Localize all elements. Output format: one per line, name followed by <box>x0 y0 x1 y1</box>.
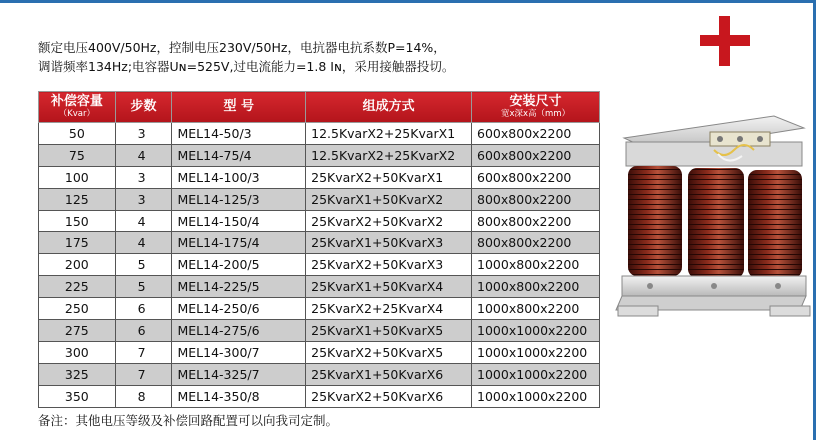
cell-model: MEL14-300/7 <box>172 341 306 363</box>
cell-capacity: 300 <box>39 341 116 363</box>
cell-steps: 7 <box>115 341 172 363</box>
cell-steps: 5 <box>115 254 172 276</box>
cell-install-size: 600x800x2200 <box>472 166 600 188</box>
table-header-row <box>39 92 600 123</box>
cell-steps: 8 <box>115 385 172 407</box>
header-capacity-unit: （Kvar） <box>58 109 95 119</box>
cell-capacity: 175 <box>39 232 116 254</box>
cell-composition: 25KvarX1+50KvarX6 <box>306 363 472 385</box>
cell-install-size: 800x800x2200 <box>472 210 600 232</box>
cell-capacity: 125 <box>39 188 116 210</box>
cell-install-size: 1000x1000x2200 <box>472 385 600 407</box>
header-install-size <box>472 92 600 123</box>
cell-model: MEL14-75/4 <box>172 144 306 166</box>
cell-model: MEL14-125/3 <box>172 188 306 210</box>
cell-model: MEL14-250/6 <box>172 298 306 320</box>
table-row <box>39 144 600 166</box>
table-row <box>39 188 600 210</box>
reactor-photo <box>614 110 812 320</box>
cell-composition: 25KvarX2+50KvarX6 <box>306 385 472 407</box>
cell-model: MEL14-325/7 <box>172 363 306 385</box>
table-row <box>39 166 600 188</box>
header-capacity <box>39 92 116 123</box>
cell-steps: 4 <box>115 210 172 232</box>
plus-icon[interactable] <box>700 16 750 66</box>
cell-install-size: 1000x1000x2200 <box>472 341 600 363</box>
footnote: 备注：其他电压等级及补偿回路配置可以向我司定制。 <box>38 413 339 428</box>
header-capacity-label: 补偿容量 <box>50 94 103 109</box>
cell-steps: 6 <box>115 298 172 320</box>
header-install-size-label: 安装尺寸 <box>509 94 562 109</box>
cell-composition: 25KvarX2+50KvarX1 <box>306 166 472 188</box>
header-model-label: 型 号 <box>223 99 255 114</box>
cell-capacity: 150 <box>39 210 116 232</box>
cell-composition: 12.5KvarX2+25KvarX2 <box>306 144 472 166</box>
header-steps <box>115 92 172 123</box>
cell-capacity: 225 <box>39 276 116 298</box>
cell-install-size: 1000x1000x2200 <box>472 320 600 342</box>
cell-steps: 7 <box>115 363 172 385</box>
cell-model: MEL14-350/8 <box>172 385 306 407</box>
cell-capacity: 250 <box>39 298 116 320</box>
cell-steps: 4 <box>115 144 172 166</box>
spec-description <box>38 38 598 76</box>
cell-model: MEL14-200/5 <box>172 254 306 276</box>
cell-composition: 25KvarX2+25KvarX4 <box>306 298 472 320</box>
cell-model: MEL14-225/5 <box>172 276 306 298</box>
cell-model: MEL14-100/3 <box>172 166 306 188</box>
cell-composition: 25KvarX1+50KvarX5 <box>306 320 472 342</box>
cell-composition: 25KvarX1+50KvarX4 <box>306 276 472 298</box>
table-row <box>39 320 600 342</box>
cell-model: MEL14-150/4 <box>172 210 306 232</box>
cell-capacity: 75 <box>39 144 116 166</box>
cell-install-size: 1000x800x2200 <box>472 254 600 276</box>
cell-capacity: 325 <box>39 363 116 385</box>
cell-steps: 6 <box>115 320 172 342</box>
spec-line-2: 调谐频率134Hz;电容器Uɴ=525V,过电流能力=1.8 Iɴ，采用接触器投切。 <box>38 59 455 74</box>
table-row <box>39 341 600 363</box>
cell-steps: 3 <box>115 123 172 145</box>
cell-capacity: 50 <box>39 123 116 145</box>
table-row <box>39 363 600 385</box>
table-row <box>39 123 600 145</box>
cell-composition: 25KvarX1+50KvarX2 <box>306 188 472 210</box>
cell-capacity: 275 <box>39 320 116 342</box>
cell-steps: 3 <box>115 166 172 188</box>
spec-line-1: 额定电压400V/50Hz，控制电压230V/50Hz，电抗器电抗系数P=14%， <box>38 40 446 55</box>
cell-composition: 25KvarX2+50KvarX5 <box>306 341 472 363</box>
header-steps-label: 步数 <box>130 99 157 114</box>
header-composition <box>306 92 472 123</box>
cell-steps: 3 <box>115 188 172 210</box>
cell-capacity: 350 <box>39 385 116 407</box>
cell-install-size: 1000x1000x2200 <box>472 363 600 385</box>
cell-composition: 25KvarX1+50KvarX3 <box>306 232 472 254</box>
table-row <box>39 276 600 298</box>
table-row <box>39 210 600 232</box>
cell-capacity: 200 <box>39 254 116 276</box>
cell-model: MEL14-175/4 <box>172 232 306 254</box>
table-row <box>39 232 600 254</box>
cell-model: MEL14-50/3 <box>172 123 306 145</box>
cell-model: MEL14-275/6 <box>172 320 306 342</box>
cell-steps: 5 <box>115 276 172 298</box>
cell-install-size: 600x800x2200 <box>472 144 600 166</box>
cell-install-size: 800x800x2200 <box>472 188 600 210</box>
cell-composition: 25KvarX2+50KvarX3 <box>306 254 472 276</box>
table-row <box>39 254 600 276</box>
cell-steps: 4 <box>115 232 172 254</box>
cell-install-size: 1000x800x2200 <box>472 298 600 320</box>
cell-install-size: 1000x800x2200 <box>472 276 600 298</box>
header-install-size-unit: 宽x深x高（mm） <box>500 109 571 119</box>
spec-table <box>38 91 600 408</box>
table-row <box>39 298 600 320</box>
table-row <box>39 385 600 407</box>
table-body <box>39 123 600 408</box>
cell-capacity: 100 <box>39 166 116 188</box>
cell-install-size: 600x800x2200 <box>472 123 600 145</box>
cell-install-size: 800x800x2200 <box>472 232 600 254</box>
header-model <box>172 92 306 123</box>
cell-composition: 25KvarX2+50KvarX2 <box>306 210 472 232</box>
cell-composition: 12.5KvarX2+25KvarX1 <box>306 123 472 145</box>
header-composition-label: 组成方式 <box>362 99 415 114</box>
top-border <box>0 0 816 3</box>
